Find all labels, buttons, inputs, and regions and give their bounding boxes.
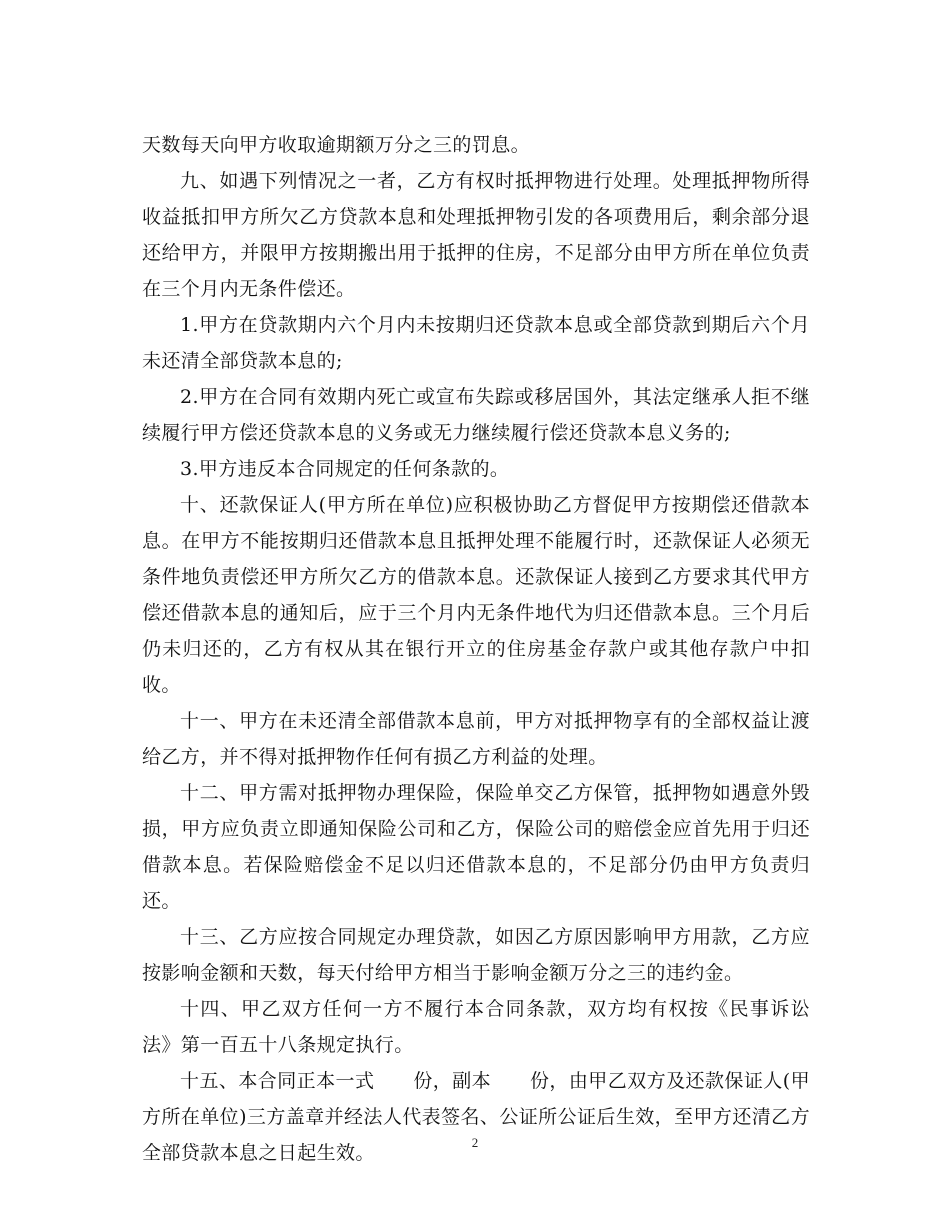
page-number: 2 — [471, 1135, 479, 1150]
paragraph-clause-9-item-3: 3.甲方违反本合同规定的任何条款的。 — [180, 458, 510, 480]
paragraph-clause-9-item-2: 2.甲方在合同有效期内死亡或宣布失踪或移居国外，其法定继承人拒不继续履行甲方偿还贷款本息的义务或无力继续履行偿还贷款本息义务的; — [142, 386, 810, 444]
paragraph-clause-13: 十三、乙方应按合同规定办理贷款，如因乙方原因影响甲方用款，乙方应按影响金额和天数，每天付给甲方相当于影响金额万分之三的违约金。 — [142, 926, 810, 984]
paragraph-clause-15: 十五、本合同正本一式 份，副本 份，由甲乙双方及还款保证人(甲方所在单位)三方盖章并经法人代表签名、公证所公证后生效，至甲方还清乙方全部贷款本息之日起生效。 — [142, 1070, 810, 1164]
paragraph-clause-12: 十二、甲方需对抵押物办理保险，保险单交乙方保管，抵押物如遇意外毁损，甲方应负责立即通知保险公司和乙方，保险公司的赔偿金应首先用于归还借款本息。若保险赔偿金不足以归还借款本息的，不足部分仍由甲方负责归还。 — [142, 782, 810, 912]
document-body — [142, 127, 810, 1171]
paragraph-clause-9-item-1: 1.甲方在贷款期内六个月内未按期归还贷款本息或全部贷款到期后六个月未还清全部贷款本息的; — [142, 314, 810, 372]
paragraph-clause-11: 十一、甲方在未还清全部借款本息前，甲方对抵押物享有的全部权益让渡给乙方，并不得对抵押物作任何有损乙方利益的处理。 — [142, 710, 810, 768]
paragraph-penalty-continuation: 天数每天向甲方收取逾期额万分之三的罚息。 — [142, 134, 531, 156]
paragraph-clause-14: 十四、甲乙双方任何一方不履行本合同条款，双方均有权按《民事诉讼法》第一百五十八条规定执行。 — [142, 998, 810, 1056]
paragraph-clause-9: 九、如遇下列情况之一者，乙方有权时抵押物进行处理。处理抵押物所得收益抵扣甲方所欠乙方贷款本息和处理抵押物引发的各项费用后，剩余部分退还给甲方，并限甲方按期搬出用于抵押的住房，不足部分由甲方所在单位负责在三个月内无条件偿还。 — [142, 170, 810, 300]
paragraph-clause-10: 十、还款保证人(甲方所在单位)应积极协助乙方督促甲方按期偿还借款本息。在甲方不能按期归还借款本息且抵押处理不能履行时，还款保证人必须无条件地负责偿还甲方所欠乙方的借款本息。还款保证人接到乙方要求其代甲方偿还借款本息的通知后，应于三个月内无条件地代为归还借款本息。三个月后仍未归还的，乙方有权从其在银行开立的住房基金存款户或其他存款户中扣收。 — [142, 494, 810, 696]
